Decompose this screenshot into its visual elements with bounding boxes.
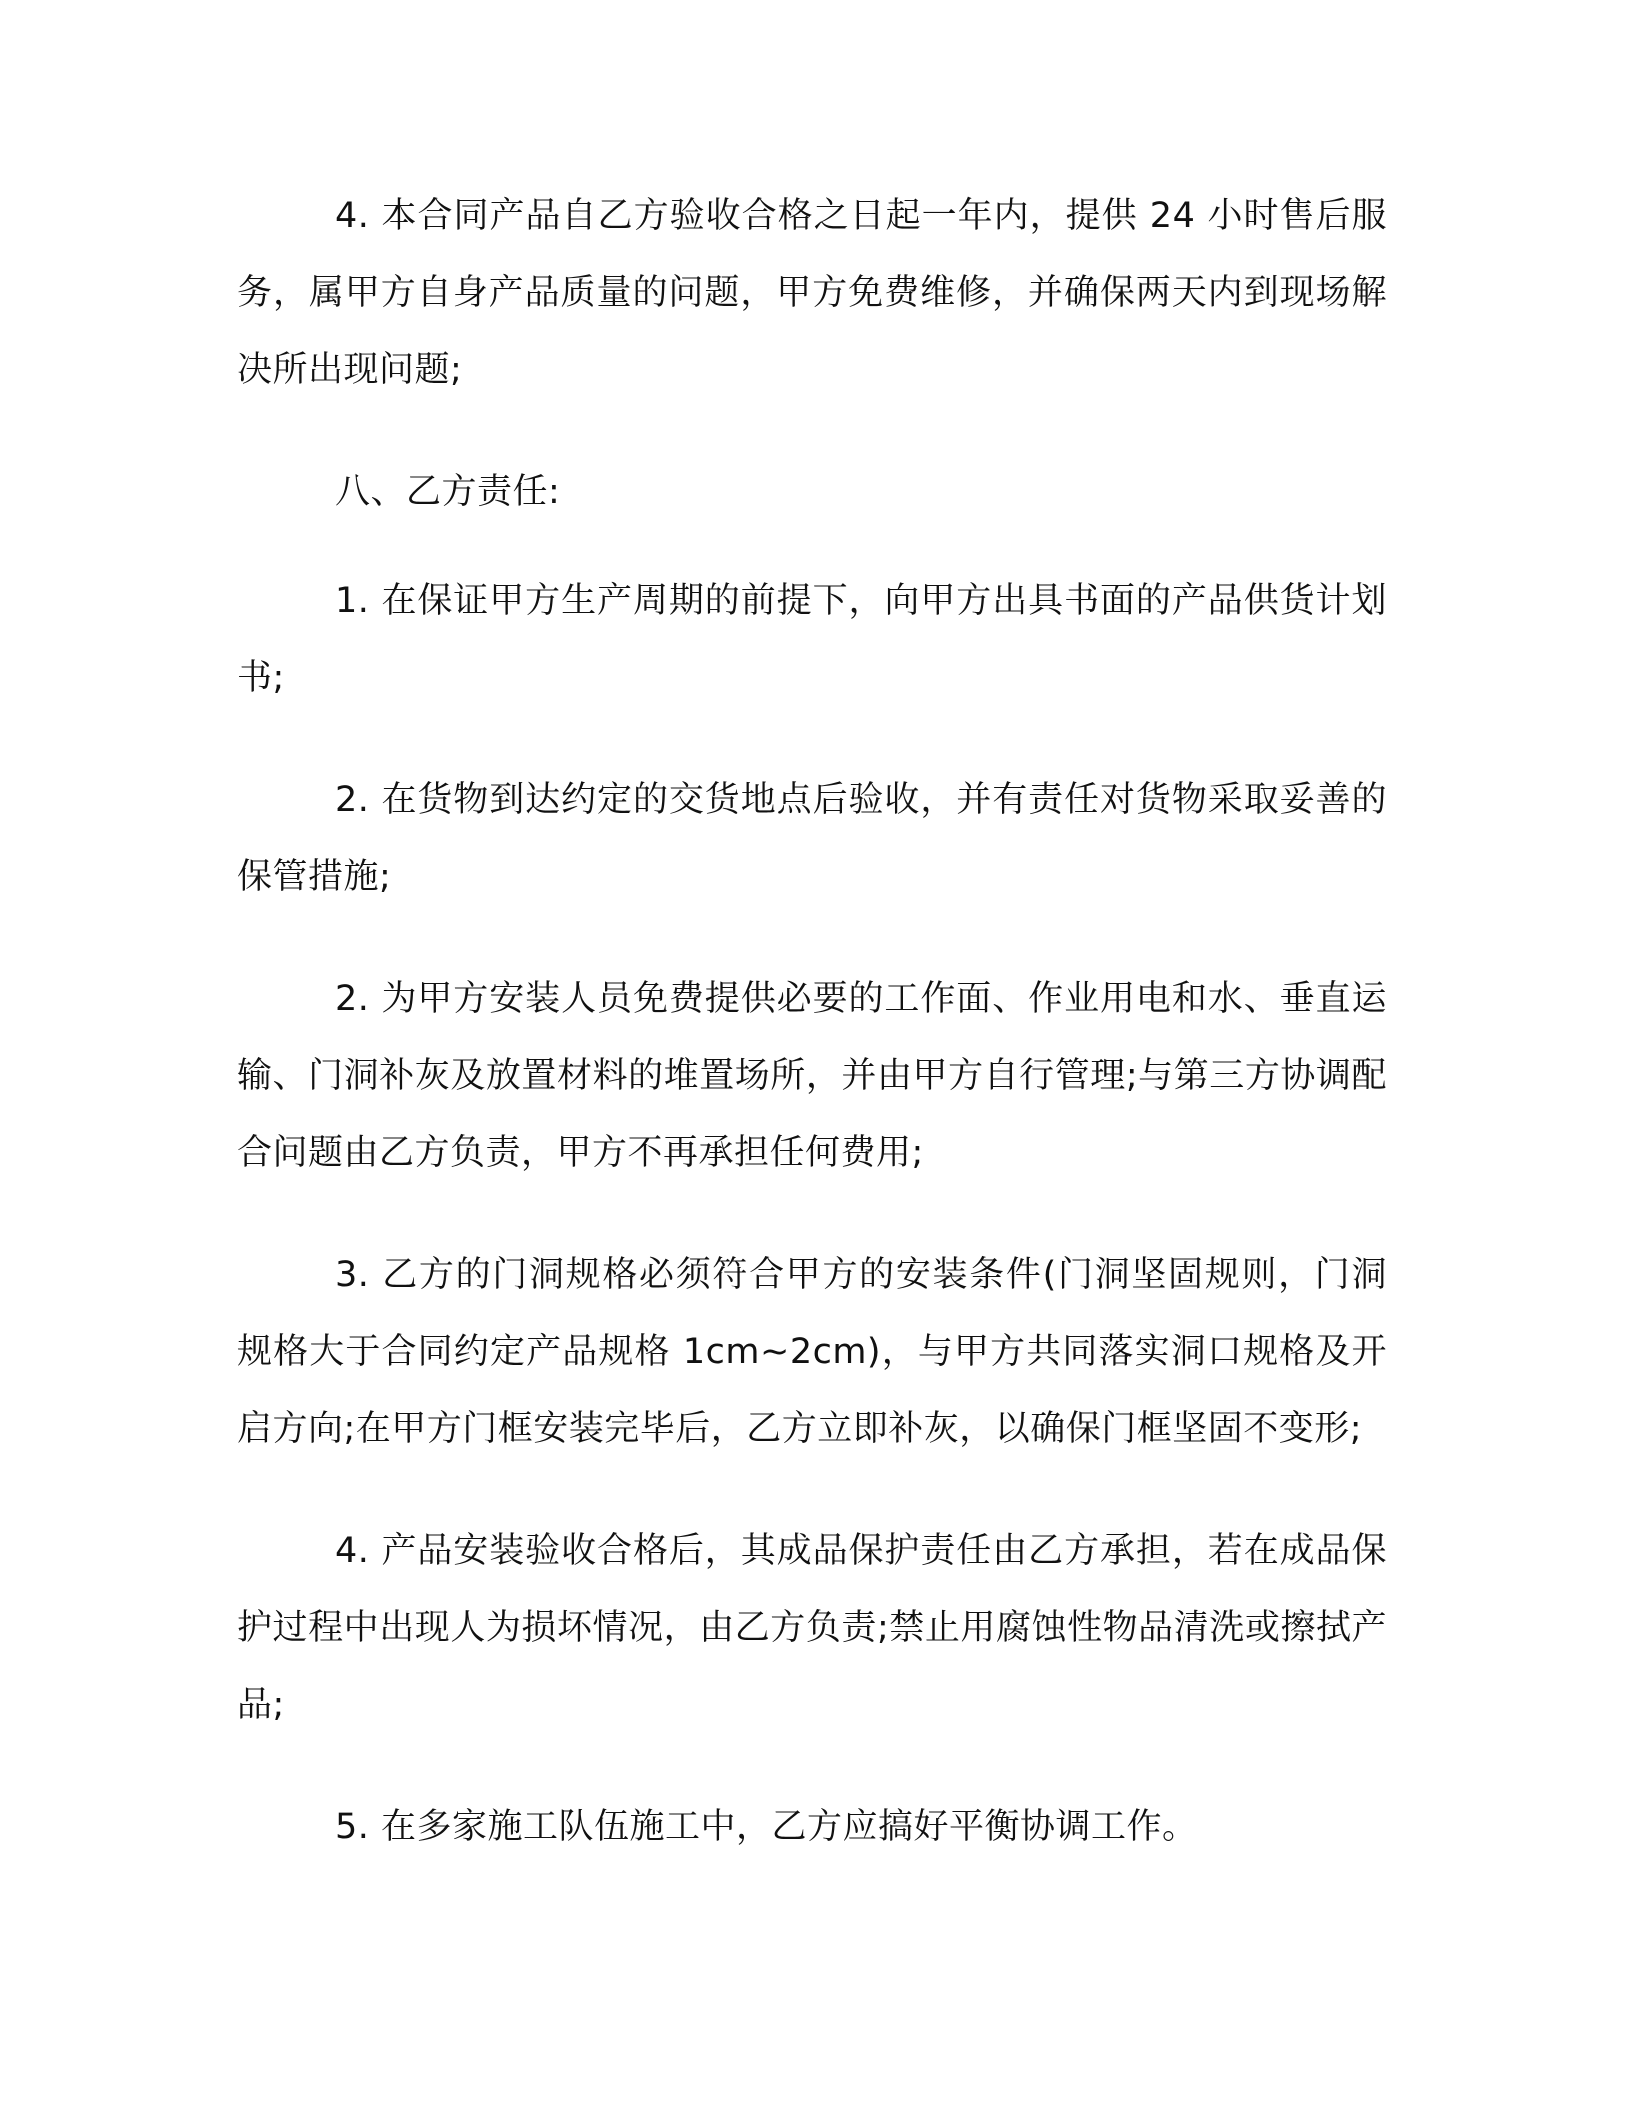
clause-paragraph: 4. 产品安装验收合格后，其成品保护责任由乙方承担，若在成品保护过程中出现人为损坏情况，由乙方负责;禁止用腐蚀性物品清洗或擦拭产品; — [237, 1531, 1387, 1725]
clause-paragraph: 5. 在多家施工队伍施工中，乙方应搞好平衡协调工作。 — [335, 1807, 1198, 1847]
clause-paragraph: 2. 在货物到达约定的交货地点后验收，并有责任对货物采取妥善的保管措施; — [237, 780, 1387, 897]
clause-paragraph: 2. 为甲方安装人员免费提供必要的工作面、作业用电和水、垂直运输、门洞补灰及放置材料的堆置场所，并由甲方自行管理;与第三方协调配合问题由乙方负责，甲方不再承担任何费用; — [237, 979, 1387, 1173]
clause-paragraph: 4. 本合同产品自乙方验收合格之日起一年内，提供 24 小时售后服务，属甲方自身产品质量的问题，甲方免费维修，并确保两天内到现场解决所出现问题; — [237, 196, 1387, 390]
section-heading: 八、乙方责任: — [335, 472, 561, 512]
document-body — [237, 178, 1387, 1911]
clause-paragraph: 3. 乙方的门洞规格必须符合甲方的安装条件(门洞坚固规则，门洞规格大于合同约定产品规格 1cm~2cm)，与甲方共同落实洞口规格及开启方向;在甲方门框安装完毕后，乙方立即补灰，以确保门框坚固不变形; — [237, 1255, 1387, 1449]
clause-paragraph: 1. 在保证甲方生产周期的前提下，向甲方出具书面的产品供货计划书; — [237, 581, 1387, 698]
